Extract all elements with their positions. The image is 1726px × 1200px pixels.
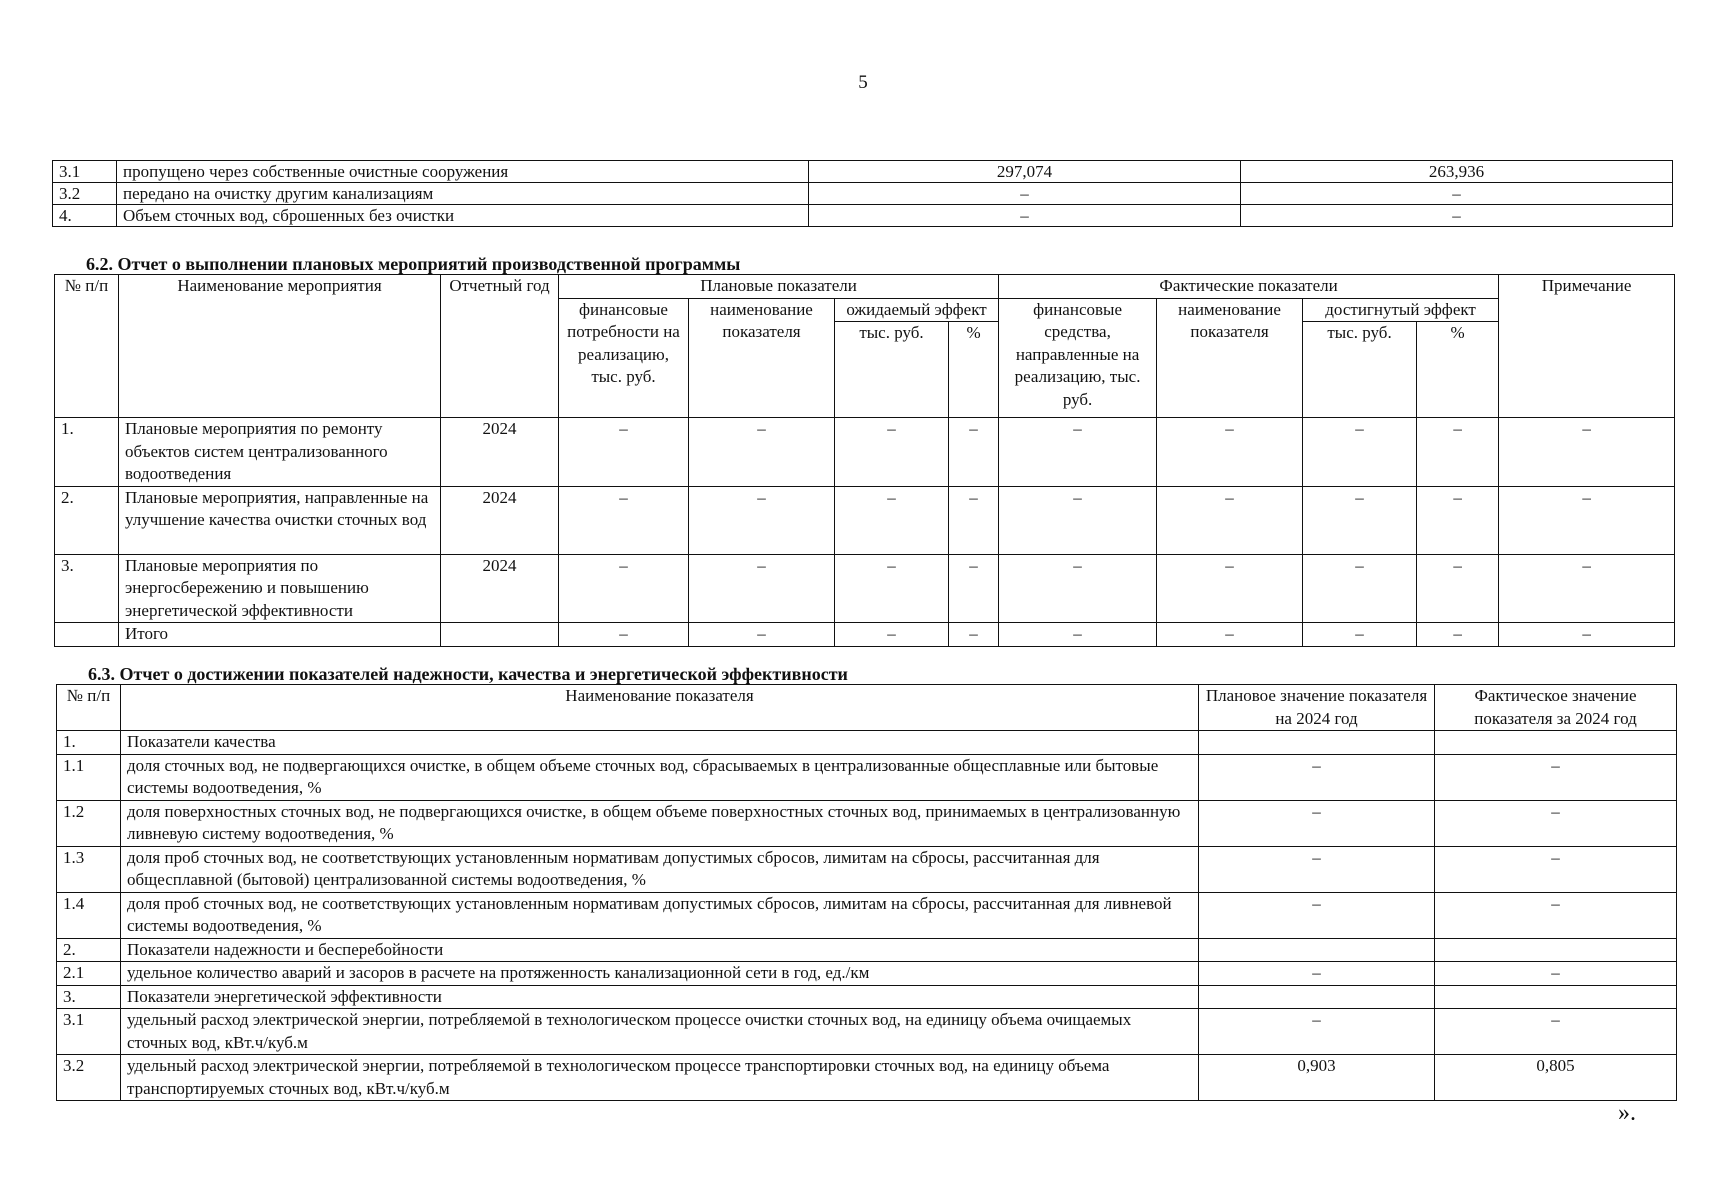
row-plan-value: – (1199, 754, 1435, 800)
table-row (57, 985, 1677, 1009)
row-fact-value: – (1435, 754, 1677, 800)
plan-eff-pct-value: – (949, 486, 999, 554)
row-year: 2024 (441, 486, 559, 554)
total-fact-ind-value: – (1157, 623, 1303, 647)
table-row (53, 183, 1673, 205)
row-name: Показатели надежности и бесперебойности (121, 938, 1199, 962)
col-fact-eff-pct-header: % (1417, 322, 1499, 418)
row-plan-value: – (1199, 800, 1435, 846)
fact-eff-rub-value: – (1303, 486, 1417, 554)
row-year: 2024 (441, 554, 559, 623)
page-number: 5 (858, 72, 868, 93)
row-fact-value (1435, 731, 1677, 755)
col-plan-eff-header: ожидаемый эффект (835, 298, 999, 322)
plan-eff-rub-value: – (835, 554, 949, 623)
col-fact-header: Фактическое значение показателя за 2024 год (1435, 685, 1677, 731)
note-value: – (1499, 554, 1675, 623)
row-plan-value (1199, 731, 1435, 755)
row-number: 1.3 (57, 846, 121, 892)
row-number: 3.1 (57, 1009, 121, 1055)
row-number: 3.1 (53, 161, 117, 183)
closing-mark: ». (1618, 1100, 1636, 1126)
col-num-header: № п/п (55, 275, 119, 418)
plan-eff-pct-value: – (949, 418, 999, 487)
row-value-2: 263,936 (1241, 161, 1673, 183)
fact-fin-value: – (999, 418, 1157, 487)
row-name: доля поверхностных сточных вод, не подвергающихся очистке, в общем объеме поверхностных сточных вод, принимаемых в централизованную ливневую систему водоотведения, % (121, 800, 1199, 846)
plan-eff-rub-value: – (835, 418, 949, 487)
row-name: Показатели энергетической эффективности (121, 985, 1199, 1009)
total-fact-eff-pct-value: – (1417, 623, 1499, 647)
fact-ind-value: – (1157, 486, 1303, 554)
row-value-1: – (809, 183, 1241, 205)
row-number: 2. (57, 938, 121, 962)
total-number-empty (55, 623, 119, 647)
total-plan-ind-value: – (689, 623, 835, 647)
col-fact-ind-header: наименование показателя (1157, 298, 1303, 418)
col-note-header: Примечание (1499, 275, 1675, 418)
col-num-header: № п/п (57, 685, 121, 731)
row-name: пропущено через собственные очистные сооружения (117, 161, 809, 183)
fact-eff-pct-value: – (1417, 486, 1499, 554)
plan-eff-pct-value: – (949, 554, 999, 623)
row-name: удельное количество аварий и засоров в расчете на протяженность канализационной сети в год, ед./км (121, 962, 1199, 986)
row-number: 4. (53, 205, 117, 227)
row-fact-value: – (1435, 800, 1677, 846)
table-row (57, 1009, 1677, 1055)
col-plan-ind-header: наименование показателя (689, 298, 835, 418)
row-plan-value: – (1199, 892, 1435, 938)
row-name: доля сточных вод, не подвергающихся очистке, в общем объеме сточных вод, сбрасываемых в централизованные общесплавные или бытовые системы водоотведения, % (121, 754, 1199, 800)
plan-eff-rub-value: – (835, 486, 949, 554)
total-plan-fin-value: – (559, 623, 689, 647)
row-fact-value: – (1435, 962, 1677, 986)
fact-fin-value: – (999, 554, 1157, 623)
plan-ind-value: – (689, 486, 835, 554)
row-value-2: – (1241, 183, 1673, 205)
fact-group-header: Фактические показатели (999, 275, 1499, 299)
row-name: Плановые мероприятия по энергосбережению и повышению энергетической эффективности (119, 554, 441, 623)
col-plan-fin-header: финансовые потребности на реализацию, тыс. руб. (559, 298, 689, 418)
table-row (55, 418, 1675, 487)
plan-group-header: Плановые показатели (559, 275, 999, 299)
row-plan-value: – (1199, 1009, 1435, 1055)
total-row (55, 623, 1675, 647)
row-number: 1. (57, 731, 121, 755)
row-name: доля проб сточных вод, не соответствующих установленным нормативам допустимых сбросов, лимитам на сбросы, рассчитанная для общесплавной (бытовой) централизованной системы водоотведения, % (121, 846, 1199, 892)
row-fact-value: – (1435, 1009, 1677, 1055)
row-number: 1. (55, 418, 119, 487)
table-row (57, 1055, 1677, 1101)
row-plan-value: 0,903 (1199, 1055, 1435, 1101)
col-plan-eff-pct-header: % (949, 322, 999, 418)
fact-eff-rub-value: – (1303, 554, 1417, 623)
plan-fin-value: – (559, 486, 689, 554)
total-fact-fin-value: – (999, 623, 1157, 647)
row-plan-value (1199, 938, 1435, 962)
col-name-header: Наименование показателя (121, 685, 1199, 731)
row-value-2: – (1241, 205, 1673, 227)
col-year-header: Отчетный год (441, 275, 559, 418)
row-value-1: – (809, 205, 1241, 227)
row-number: 2. (55, 486, 119, 554)
row-number: 1.1 (57, 754, 121, 800)
col-fact-eff-header: достигнутый эффект (1303, 298, 1499, 322)
row-number: 2.1 (57, 962, 121, 986)
col-fact-eff-rub-header: тыс. руб. (1303, 322, 1417, 418)
plan-fin-value: – (559, 554, 689, 623)
table-row (57, 731, 1677, 755)
row-fact-value (1435, 985, 1677, 1009)
col-fact-fin-header: финансовые средства, направленные на реализацию, тыс. руб. (999, 298, 1157, 418)
row-number: 3.2 (53, 183, 117, 205)
row-plan-value: – (1199, 846, 1435, 892)
row-number: 1.4 (57, 892, 121, 938)
row-name: удельный расход электрической энергии, потребляемой в технологическом процессе транспортировки сточных вод, на единицу объема транспортируемых сточных вод, кВт.ч/куб.м (121, 1055, 1199, 1101)
fact-eff-pct-value: – (1417, 554, 1499, 623)
table-row (57, 892, 1677, 938)
row-number: 3.2 (57, 1055, 121, 1101)
table-row (53, 205, 1673, 227)
row-name: передано на очистку другим канализациям (117, 183, 809, 205)
section-6-2-title: 6.2. Отчет о выполнении плановых мероприятий производственной программы (86, 254, 741, 274)
total-year-empty (441, 623, 559, 647)
table-row (55, 554, 1675, 623)
row-fact-value: – (1435, 846, 1677, 892)
planned-measures-table (54, 274, 1675, 647)
row-name: удельный расход электрической энергии, потребляемой в технологическом процессе очистки сточных вод, на единицу объема очищаемых сточных вод, кВт.ч/куб.м (121, 1009, 1199, 1055)
table-row (57, 800, 1677, 846)
fact-eff-rub-value: – (1303, 418, 1417, 487)
plan-ind-value: – (689, 418, 835, 487)
row-name: Показатели качества (121, 731, 1199, 755)
table-row (57, 962, 1677, 986)
row-number: 1.2 (57, 800, 121, 846)
total-plan-eff-rub-value: – (835, 623, 949, 647)
plan-ind-value: – (689, 554, 835, 623)
row-number: 3. (55, 554, 119, 623)
fact-eff-pct-value: – (1417, 418, 1499, 487)
fact-ind-value: – (1157, 554, 1303, 623)
row-fact-value: 0,805 (1435, 1055, 1677, 1101)
fact-ind-value: – (1157, 418, 1303, 487)
table-row (57, 846, 1677, 892)
table-row (57, 754, 1677, 800)
total-plan-eff-pct-value: – (949, 623, 999, 647)
note-value: – (1499, 486, 1675, 554)
col-plan-header: Плановое значение показателя на 2024 год (1199, 685, 1435, 731)
indicators-table (56, 684, 1677, 1101)
continuation-table (52, 160, 1673, 227)
col-plan-eff-rub-header: тыс. руб. (835, 322, 949, 418)
row-plan-value: – (1199, 962, 1435, 986)
total-fact-eff-rub-value: – (1303, 623, 1417, 647)
total-note-value: – (1499, 623, 1675, 647)
table-row (55, 486, 1675, 554)
row-number: 3. (57, 985, 121, 1009)
row-fact-value (1435, 938, 1677, 962)
row-year: 2024 (441, 418, 559, 487)
fact-fin-value: – (999, 486, 1157, 554)
row-name: Плановые мероприятия по ремонту объектов систем централизованного водоотведения (119, 418, 441, 487)
row-name: Плановые мероприятия, направленные на улучшение качества очистки сточных вод (119, 486, 441, 554)
row-plan-value (1199, 985, 1435, 1009)
row-value-1: 297,074 (809, 161, 1241, 183)
table-row (53, 161, 1673, 183)
section-6-3-title: 6.3. Отчет о достижении показателей надежности, качества и энергетической эффективности (88, 664, 848, 684)
note-value: – (1499, 418, 1675, 487)
table-row (57, 938, 1677, 962)
total-label: Итого (119, 623, 441, 647)
col-name-header: Наименование мероприятия (119, 275, 441, 418)
row-name: доля проб сточных вод, не соответствующих установленным нормативам допустимых сбросов, лимитам на сбросы, рассчитанная для ливневой системы водоотведения, % (121, 892, 1199, 938)
plan-fin-value: – (559, 418, 689, 487)
row-name: Объем сточных вод, сброшенных без очистки (117, 205, 809, 227)
row-fact-value: – (1435, 892, 1677, 938)
